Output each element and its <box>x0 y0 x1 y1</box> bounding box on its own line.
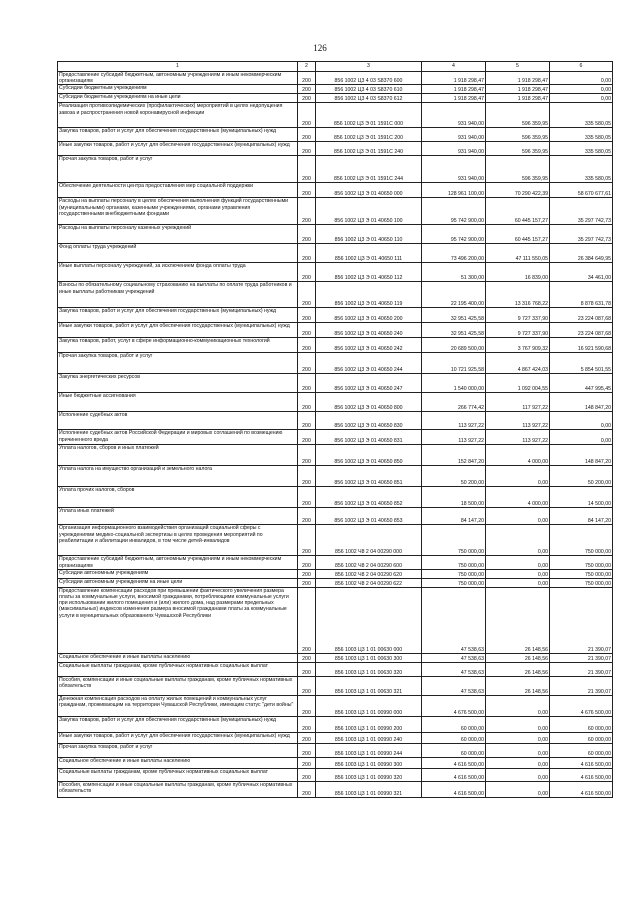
row-line-code: 200 <box>298 353 316 374</box>
row-name: Иные закупки товаров, работ и услуг для обеспечения государственных (муниципальных) нужд <box>58 323 298 338</box>
row-budget-code: 856 1003 Ц3 1 01 00990 300 <box>316 757 422 768</box>
table-row <box>58 525 613 556</box>
row-name: Уплата иных платежей <box>58 508 298 525</box>
row-approved: 4 616 500,00 <box>422 781 486 797</box>
row-line-code: 200 <box>298 282 316 308</box>
table-row <box>58 198 613 225</box>
row-unexecuted: 335 580,05 <box>550 103 613 128</box>
row-executed: 60 445 157,27 <box>486 225 550 244</box>
row-unexecuted: 0,00 <box>550 85 613 94</box>
row-unexecuted: 21 390,07 <box>550 662 613 676</box>
header-col-4: 4 <box>422 62 486 72</box>
row-executed: 60 445 157,27 <box>486 198 550 225</box>
table-header-row <box>58 62 613 72</box>
row-budget-code: 856 1002 Ц3 Э 01 40650 100 <box>316 198 422 225</box>
row-name: Социальное обеспечение и иные выплаты населению <box>58 653 298 662</box>
row-budget-code: 856 1002 Ц3 Э 01 40650 852 <box>316 487 422 508</box>
row-budget-code: 856 1002 Ц3 Э 01 40650 242 <box>316 338 422 353</box>
row-line-code: 200 <box>298 412 316 430</box>
row-name: Предоставление субсидий бюджетным, автономным учреждениям и иным некоммерческим организациям <box>58 556 298 569</box>
table-row <box>58 244 613 263</box>
row-approved: 32 951 425,58 <box>422 308 486 323</box>
row-budget-code: 856 1002 Ц3 Э 01 1591C 240 <box>316 142 422 156</box>
row-line-code: 200 <box>298 128 316 142</box>
row-budget-code: 856 1002 Ц3 Э 01 40650 111 <box>316 244 422 263</box>
row-unexecuted: 335 580,05 <box>550 128 613 142</box>
table-row <box>58 556 613 569</box>
page-number: 126 <box>313 43 327 53</box>
row-budget-code: 856 1003 Ц3 1 01 00990 321 <box>316 781 422 797</box>
row-approved: 47 538,63 <box>422 653 486 662</box>
row-line-code: 200 <box>298 653 316 662</box>
row-line-code: 200 <box>298 587 316 653</box>
table-row <box>58 103 613 128</box>
row-line-code: 200 <box>298 445 316 466</box>
row-unexecuted: 4 616 500,00 <box>550 781 613 797</box>
row-executed: 0,00 <box>486 525 550 556</box>
row-budget-code: 856 1002 Ц3 Э 01 40650 200 <box>316 308 422 323</box>
row-line-code: 200 <box>298 743 316 757</box>
row-line-code: 200 <box>298 525 316 556</box>
row-name: Иные бюджетные ассигнования <box>58 393 298 412</box>
row-executed: 13 316 768,22 <box>486 282 550 308</box>
row-approved: 60 000,00 <box>422 716 486 732</box>
row-budget-code: 856 1002 Ч8 2 04 00290 600 <box>316 556 422 569</box>
row-name: Социальные выплаты гражданам, кроме публичных нормативных социальных выплат <box>58 768 298 781</box>
table-row <box>58 374 613 393</box>
row-unexecuted: 16 921 590,68 <box>550 338 613 353</box>
header-col-6: 6 <box>550 62 613 72</box>
row-line-code: 200 <box>298 662 316 676</box>
row-executed: 0,00 <box>486 569 550 578</box>
row-name: Прочая закупка товаров, работ и услуг <box>58 353 298 374</box>
row-budget-code: 856 1003 Ц3 1 01 00990 244 <box>316 743 422 757</box>
table-row <box>58 781 613 797</box>
table-row <box>58 282 613 308</box>
table-row <box>58 732 613 743</box>
table-row <box>58 72 613 85</box>
row-unexecuted: 750 000,00 <box>550 569 613 578</box>
row-line-code: 200 <box>298 508 316 525</box>
row-name: Социальное обеспечение и иные выплаты населению <box>58 757 298 768</box>
row-approved: 4 676 500,00 <box>422 695 486 716</box>
row-executed: 0,00 <box>486 716 550 732</box>
row-line-code: 200 <box>298 757 316 768</box>
row-line-code: 200 <box>298 225 316 244</box>
budget-execution-table <box>57 61 613 798</box>
row-name: Субсидии бюджетным учреждениям на иные цели <box>58 94 298 103</box>
row-approved: 266 774,42 <box>422 393 486 412</box>
table-row <box>58 393 613 412</box>
row-line-code: 200 <box>298 393 316 412</box>
row-executed: 26 148,56 <box>486 676 550 695</box>
table-row <box>58 353 613 374</box>
table-row <box>58 695 613 716</box>
row-approved: 931 940,00 <box>422 103 486 128</box>
table-row <box>58 757 613 768</box>
row-unexecuted: 26 384 649,95 <box>550 244 613 263</box>
row-unexecuted: 0,00 <box>550 412 613 430</box>
row-line-code: 200 <box>298 732 316 743</box>
row-line-code: 200 <box>298 72 316 85</box>
row-line-code: 200 <box>298 308 316 323</box>
table-row <box>58 225 613 244</box>
row-unexecuted: 4 616 500,00 <box>550 768 613 781</box>
row-approved: 1 540 000,00 <box>422 374 486 393</box>
row-name: Закупка товаров, работ, услуг в сфере информационно-коммуникационных технологий <box>58 338 298 353</box>
row-executed: 26 148,56 <box>486 653 550 662</box>
row-approved: 84 147,20 <box>422 508 486 525</box>
row-budget-code: 856 1002 Ц3 4 03 S8370 600 <box>316 72 422 85</box>
row-unexecuted: 0,00 <box>550 430 613 445</box>
table-row <box>58 768 613 781</box>
row-name: Субсидии бюджетным учреждениям <box>58 85 298 94</box>
header-col-2: 2 <box>298 62 316 72</box>
row-name: Расходы на выплаты персоналу в целях обеспечения выполнения функций государственными (муниципальными) органами, казенными учреждениями, органами управления государственными внебюджетными фондами <box>58 198 298 225</box>
row-budget-code: 856 1003 Ц3 1 01 00630 300 <box>316 653 422 662</box>
row-executed: 596 359,95 <box>486 142 550 156</box>
row-budget-code: 856 1002 Ч8 2 04 00290 622 <box>316 578 422 587</box>
row-line-code: 200 <box>298 338 316 353</box>
row-name: Взносы по обязательному социальному страхованию на выплаты по оплате труда работников и иные выплаты работникам учреждений <box>58 282 298 308</box>
row-line-code: 200 <box>298 716 316 732</box>
row-executed: 4 000,00 <box>486 487 550 508</box>
row-executed: 0,00 <box>486 466 550 487</box>
row-budget-code: 856 1002 Ц3 Э 01 40650 851 <box>316 466 422 487</box>
table-row <box>58 487 613 508</box>
table-row <box>58 430 613 445</box>
table-row <box>58 156 613 183</box>
row-executed: 0,00 <box>486 732 550 743</box>
row-approved: 95 742 900,00 <box>422 225 486 244</box>
table-row <box>58 466 613 487</box>
row-approved: 1 918 298,47 <box>422 72 486 85</box>
row-approved: 47 538,63 <box>422 662 486 676</box>
row-name: Закупка энергетических ресурсов <box>58 374 298 393</box>
row-approved: 10 721 925,58 <box>422 353 486 374</box>
row-executed: 3 767 909,32 <box>486 338 550 353</box>
table-row <box>58 578 613 587</box>
row-approved: 750 000,00 <box>422 578 486 587</box>
row-approved: 750 000,00 <box>422 569 486 578</box>
row-unexecuted: 5 854 501,55 <box>550 353 613 374</box>
table-row <box>58 587 613 653</box>
table-row <box>58 653 613 662</box>
row-line-code: 200 <box>298 466 316 487</box>
row-unexecuted: 58 670 677,61 <box>550 183 613 198</box>
row-line-code: 200 <box>298 85 316 94</box>
row-name: Закупка товаров, работ и услуг для обеспечения государственных (муниципальных) нужд <box>58 308 298 323</box>
row-line-code: 200 <box>298 430 316 445</box>
row-executed: 47 111 550,05 <box>486 244 550 263</box>
row-executed: 0,00 <box>486 768 550 781</box>
row-approved: 60 000,00 <box>422 732 486 743</box>
header-col-5: 5 <box>486 62 550 72</box>
row-unexecuted: 60 000,00 <box>550 743 613 757</box>
row-name: Закупка товаров, работ и услуг для обеспечения государственных (муниципальных) нужд <box>58 716 298 732</box>
row-line-code: 200 <box>298 103 316 128</box>
row-unexecuted: 750 000,00 <box>550 525 613 556</box>
row-budget-code: 856 1002 Ц3 Э 01 40650 831 <box>316 430 422 445</box>
row-name: Иные закупки товаров, работ и услуг для обеспечения государственных (муниципальных) нужд <box>58 732 298 743</box>
row-line-code: 200 <box>298 695 316 716</box>
row-unexecuted: 8 878 631,78 <box>550 282 613 308</box>
table-row <box>58 412 613 430</box>
table-row <box>58 743 613 757</box>
row-line-code: 200 <box>298 781 316 797</box>
row-unexecuted: 4 616 500,00 <box>550 757 613 768</box>
row-executed: 596 359,95 <box>486 103 550 128</box>
row-name: Субсидии автономным учреждениям на иные цели <box>58 578 298 587</box>
row-budget-code: 856 1002 Ц3 Э 01 40650 119 <box>316 282 422 308</box>
row-approved: 931 940,00 <box>422 156 486 183</box>
row-name: Расходы на выплаты персоналу казенных учреждений <box>58 225 298 244</box>
row-executed: 0,00 <box>486 695 550 716</box>
row-approved: 4 616 500,00 <box>422 757 486 768</box>
row-unexecuted: 35 297 742,73 <box>550 225 613 244</box>
row-unexecuted: 21 390,07 <box>550 587 613 653</box>
row-approved: 32 951 425,58 <box>422 323 486 338</box>
row-name: Реализация противоэпидемических (профилактических) мероприятий в целях недопущения завоза и распространения новой коронавирусной инфекции <box>58 103 298 128</box>
row-line-code: 200 <box>298 578 316 587</box>
row-approved: 931 940,00 <box>422 142 486 156</box>
header-col-1: 1 <box>58 62 298 72</box>
row-executed: 1 918 298,47 <box>486 85 550 94</box>
row-name: Пособия, компенсации и иные социальные выплаты гражданам, кроме публичных нормативных обязательств <box>58 676 298 695</box>
row-budget-code: 856 1002 Ц3 Э 01 40650 800 <box>316 393 422 412</box>
table-row <box>58 662 613 676</box>
row-line-code: 200 <box>298 676 316 695</box>
row-executed: 4 000,00 <box>486 445 550 466</box>
row-unexecuted: 148 847,20 <box>550 393 613 412</box>
row-budget-code: 856 1002 Ц3 Э 01 40650 853 <box>316 508 422 525</box>
header-col-3: 3 <box>316 62 422 72</box>
row-name: Исполнение судебных актов <box>58 412 298 430</box>
table-row <box>58 128 613 142</box>
row-name: Уплата прочих налогов, сборов <box>58 487 298 508</box>
row-name: Предоставление субсидий бюджетным, автономным учреждениям и иным некоммерческим организациям <box>58 72 298 85</box>
row-name: Денежная компенсация расходов на оплату жилых помещений и коммунальных услуг гражданам, проживающим на территории Чувашской Республики, имеющим статус "дети войны" <box>58 695 298 716</box>
row-executed: 16 839,00 <box>486 263 550 282</box>
row-line-code: 200 <box>298 156 316 183</box>
table-row <box>58 338 613 353</box>
row-unexecuted: 0,00 <box>550 72 613 85</box>
row-line-code: 200 <box>298 198 316 225</box>
row-name: Социальные выплаты гражданам, кроме публичных нормативных социальных выплат <box>58 662 298 676</box>
row-name: Обеспечение деятельности центра предоставления мер социальной поддержки <box>58 183 298 198</box>
table-row <box>58 142 613 156</box>
row-unexecuted: 447 995,45 <box>550 374 613 393</box>
row-name: Пособия, компенсации и иные социальные выплаты гражданам, кроме публичных нормативных обязательств <box>58 781 298 797</box>
row-budget-code: 856 1002 Ц3 Э 01 1591C 244 <box>316 156 422 183</box>
row-budget-code: 856 1003 Ц3 1 01 00990 200 <box>316 716 422 732</box>
row-line-code: 200 <box>298 263 316 282</box>
row-executed: 1 918 298,47 <box>486 94 550 103</box>
row-executed: 0,00 <box>486 757 550 768</box>
row-unexecuted: 335 580,05 <box>550 156 613 183</box>
row-line-code: 200 <box>298 556 316 569</box>
row-approved: 22 195 400,00 <box>422 282 486 308</box>
row-name: Исполнение судебных актов Российской Федерации и мировых соглашений по возмещению причиненного вреда <box>58 430 298 445</box>
row-name: Иные закупки товаров, работ и услуг для обеспечения государственных (муниципальных) нужд <box>58 142 298 156</box>
row-executed: 70 290 422,39 <box>486 183 550 198</box>
row-name: Уплата налогов, сборов и иных платежей <box>58 445 298 466</box>
row-line-code: 200 <box>298 768 316 781</box>
row-approved: 51 300,00 <box>422 263 486 282</box>
row-line-code: 200 <box>298 142 316 156</box>
table-row <box>58 445 613 466</box>
row-name: Прочая закупка товаров, работ и услуг <box>58 156 298 183</box>
row-budget-code: 856 1002 Ц3 Э 01 40650 244 <box>316 353 422 374</box>
row-unexecuted: 335 580,05 <box>550 142 613 156</box>
row-budget-code: 856 1003 Ц3 1 01 00630 320 <box>316 662 422 676</box>
row-approved: 60 000,00 <box>422 743 486 757</box>
row-approved: 1 918 298,47 <box>422 94 486 103</box>
row-line-code: 200 <box>298 183 316 198</box>
row-budget-code: 856 1002 Ц3 Э 01 40650 240 <box>316 323 422 338</box>
row-budget-code: 856 1002 Ц3 Э 01 40650 110 <box>316 225 422 244</box>
row-approved: 4 616 500,00 <box>422 768 486 781</box>
row-approved: 47 538,63 <box>422 587 486 653</box>
row-approved: 750 000,00 <box>422 525 486 556</box>
table-row <box>58 183 613 198</box>
row-budget-code: 856 1002 Ц3 Э 01 40650 000 <box>316 183 422 198</box>
row-budget-code: 856 1003 Ц3 1 01 00990 240 <box>316 732 422 743</box>
row-approved: 931 940,00 <box>422 128 486 142</box>
row-executed: 9 727 337,90 <box>486 308 550 323</box>
row-executed: 0,00 <box>486 781 550 797</box>
row-approved: 73 496 200,00 <box>422 244 486 263</box>
row-unexecuted: 750 000,00 <box>550 556 613 569</box>
row-approved: 152 847,20 <box>422 445 486 466</box>
table-row <box>58 308 613 323</box>
row-line-code: 200 <box>298 323 316 338</box>
row-line-code: 200 <box>298 487 316 508</box>
row-approved: 20 689 500,00 <box>422 338 486 353</box>
row-line-code: 200 <box>298 94 316 103</box>
table-row <box>58 323 613 338</box>
row-executed: 0,00 <box>486 556 550 569</box>
row-line-code: 200 <box>298 569 316 578</box>
table-row <box>58 263 613 282</box>
row-name: Закупка товаров, работ и услуг для обеспечения государственных (муниципальных) нужд <box>58 128 298 142</box>
row-approved: 113 927,22 <box>422 430 486 445</box>
row-budget-code: 856 1002 Ц3 4 03 S8370 610 <box>316 85 422 94</box>
row-unexecuted: 21 390,07 <box>550 676 613 695</box>
row-unexecuted: 750 000,00 <box>550 578 613 587</box>
table-row <box>58 569 613 578</box>
row-approved: 50 200,00 <box>422 466 486 487</box>
row-line-code: 200 <box>298 374 316 393</box>
row-name: Иные выплаты персоналу учреждений, за исключением фонда оплаты труда <box>58 263 298 282</box>
row-unexecuted: 23 224 087,68 <box>550 308 613 323</box>
row-unexecuted: 0,00 <box>550 94 613 103</box>
row-name: Организация информационного взаимодействия организаций социальной сферы с учреждениями медико-социальной экспертизы в целях проведения мероприятий по реабилитации и абилитации инвалидов, в том числе детей-инвалидов <box>58 525 298 556</box>
row-budget-code: 856 1002 Ч8 2 04 00290 000 <box>316 525 422 556</box>
row-executed: 1 918 298,47 <box>486 72 550 85</box>
row-unexecuted: 14 500,00 <box>550 487 613 508</box>
row-unexecuted: 148 847,20 <box>550 445 613 466</box>
table-row <box>58 716 613 732</box>
row-name: Субсидии автономным учреждениям <box>58 569 298 578</box>
row-unexecuted: 50 200,00 <box>550 466 613 487</box>
row-approved: 47 538,63 <box>422 676 486 695</box>
row-approved: 95 742 900,00 <box>422 198 486 225</box>
row-budget-code: 856 1002 Ч8 2 04 00290 620 <box>316 569 422 578</box>
row-unexecuted: 60 000,00 <box>550 716 613 732</box>
row-approved: 113 927,22 <box>422 412 486 430</box>
row-name: Предоставление компенсации расходов при превышении фактического увеличения размера платы за коммунальные услуги, вносимой гражданами, потребляющими коммунальные услуги при использовании жилого помещения и (или) жилого дома, над размерами предельных (максимальных) индексов изменения размера вносимой гражданами платы за коммунальные услуги в муниципальных образованиях Чувашской Республики <box>58 587 298 653</box>
row-executed: 113 927,22 <box>486 412 550 430</box>
row-approved: 18 500,00 <box>422 487 486 508</box>
row-budget-code: 856 1002 Ц3 Э 01 40650 830 <box>316 412 422 430</box>
row-name: Уплата налога на имущество организаций и земельного налога <box>58 466 298 487</box>
row-executed: 117 927,22 <box>486 393 550 412</box>
row-executed: 26 148,56 <box>486 587 550 653</box>
row-budget-code: 856 1002 Ц3 Э 01 40650 850 <box>316 445 422 466</box>
row-unexecuted: 23 224 087,68 <box>550 323 613 338</box>
row-approved: 750 000,00 <box>422 556 486 569</box>
row-executed: 596 359,95 <box>486 156 550 183</box>
row-budget-code: 856 1003 Ц3 1 01 00630 321 <box>316 676 422 695</box>
row-executed: 9 727 337,90 <box>486 323 550 338</box>
row-unexecuted: 60 000,00 <box>550 732 613 743</box>
row-executed: 0,00 <box>486 508 550 525</box>
row-executed: 4 867 424,03 <box>486 353 550 374</box>
row-name: Прочая закупка товаров, работ и услуг <box>58 743 298 757</box>
row-budget-code: 856 1002 Ц3 4 03 S8370 612 <box>316 94 422 103</box>
row-approved: 1 918 298,47 <box>422 85 486 94</box>
row-executed: 596 359,95 <box>486 128 550 142</box>
row-unexecuted: 34 461,00 <box>550 263 613 282</box>
row-executed: 113 927,22 <box>486 430 550 445</box>
row-unexecuted: 4 676 500,00 <box>550 695 613 716</box>
table-row <box>58 85 613 94</box>
row-budget-code: 856 1003 Ц3 1 01 00990 320 <box>316 768 422 781</box>
row-executed: 26 148,56 <box>486 662 550 676</box>
row-executed: 1 092 004,55 <box>486 374 550 393</box>
row-line-code: 200 <box>298 244 316 263</box>
row-unexecuted: 21 390,07 <box>550 653 613 662</box>
table-row <box>58 508 613 525</box>
row-unexecuted: 35 297 742,73 <box>550 198 613 225</box>
row-name: Фонд оплаты труда учреждений <box>58 244 298 263</box>
row-budget-code: 856 1002 Ц3 Э 01 1591C 200 <box>316 128 422 142</box>
row-executed: 0,00 <box>486 743 550 757</box>
row-budget-code: 856 1003 Ц3 1 01 00630 000 <box>316 587 422 653</box>
table-row <box>58 676 613 695</box>
row-budget-code: 856 1002 Ц3 Э 01 40650 247 <box>316 374 422 393</box>
row-executed: 0,00 <box>486 578 550 587</box>
row-budget-code: 856 1003 Ц3 1 01 00990 000 <box>316 695 422 716</box>
row-unexecuted: 84 147,20 <box>550 508 613 525</box>
table-row <box>58 94 613 103</box>
row-budget-code: 856 1002 Ц3 Э 01 1591C 000 <box>316 103 422 128</box>
row-approved: 128 961 100,00 <box>422 183 486 198</box>
row-budget-code: 856 1002 Ц3 Э 01 40650 112 <box>316 263 422 282</box>
